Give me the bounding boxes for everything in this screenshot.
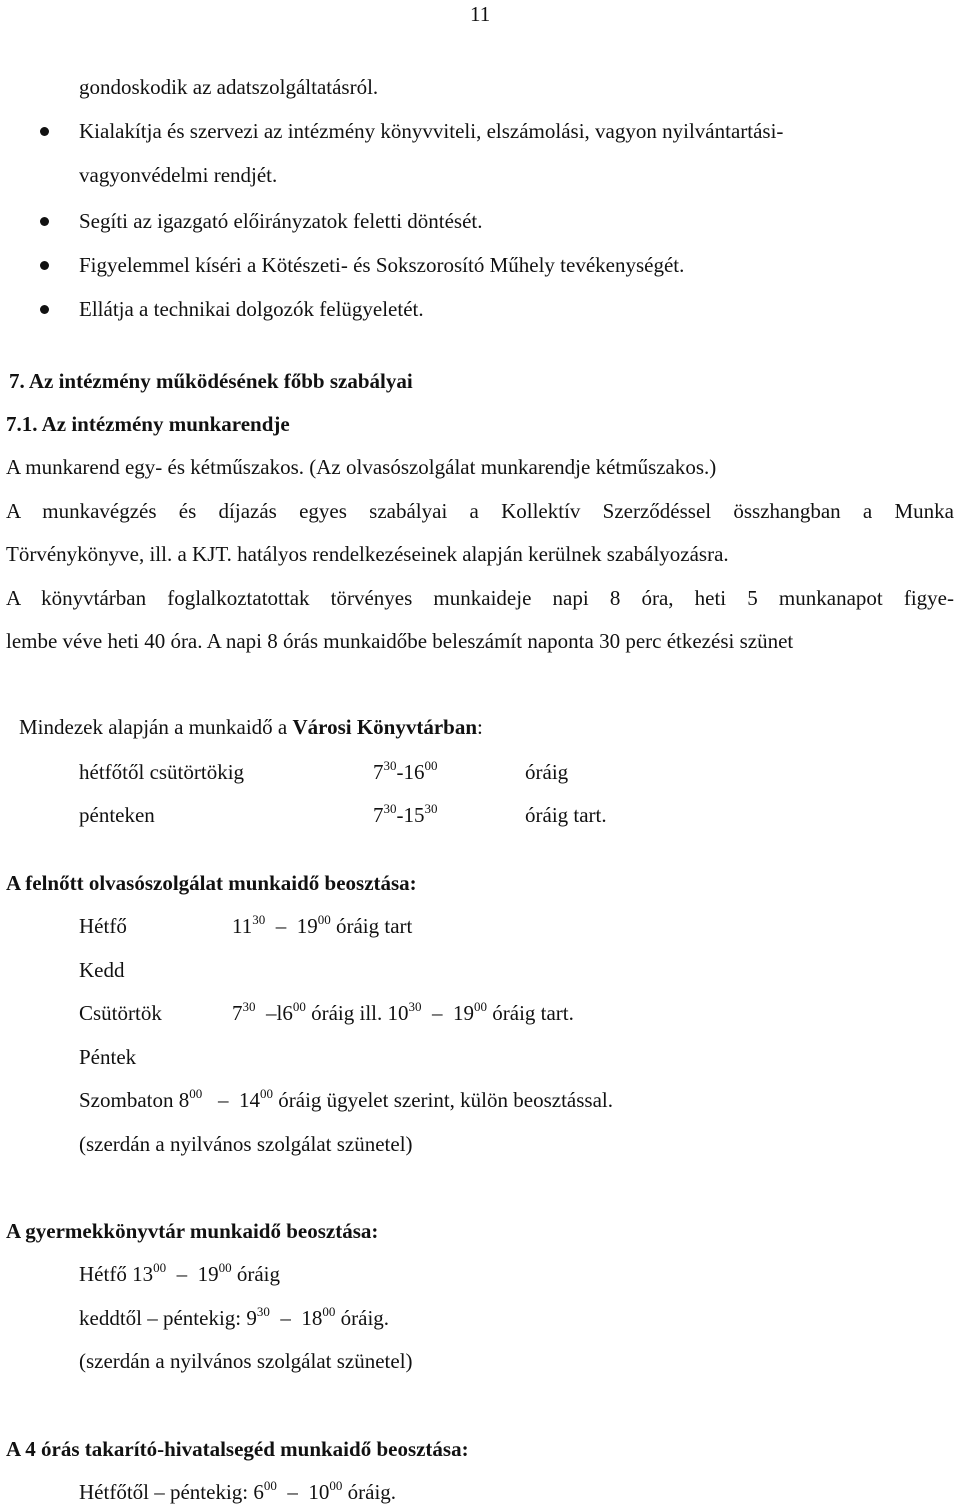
gyermek-note: (szerdán a nyilvános szolgálat szünetel) [79,1349,413,1373]
bullet-1-line2: vagyonvédelmi rendjét. [79,163,278,187]
schedule-row-label: hétfőtől csütörtökig [79,760,245,784]
page-number: 11 [470,2,491,26]
felnott-day: Hétfő [79,914,127,938]
mindezek-line [19,717,483,738]
bullet-3: Figyelemmel kíséri a Kötészeti- és Sokszorosító Műhely tevékenységét. [79,253,685,277]
bullet-dot [40,127,49,136]
gyermek-heading: A gyermekkönyvtár munkaidő beosztása: [6,1219,379,1243]
bullet-dot [40,305,49,314]
felnott-note: (szerdán a nyilvános szolgálat szünetel) [79,1132,413,1156]
felnott-day: Csütörtök [79,1001,162,1025]
paragraph-1: A munkarend egy- és kétműszakos. (Az olvasószolgálat munkarendje kétműszakos.) [6,455,717,479]
mindezek-prefix: Mindezek alapján a munkaidő a [19,715,293,739]
bullet-1-line1: Kialakítja és szervezi az intézmény könyvviteli, elszámolási, vagyon nyilvántartási- [79,119,784,143]
schedule-row-tail: óráig tart. [525,803,607,827]
schedule-row-time: $7^{30}-16^{00}$ [373,758,438,784]
felnott-heading: A felnőtt olvasószolgálat munkaidő beosztása: [6,871,417,895]
intro-line: gondoskodik az adatszolgáltatásról. [79,75,379,99]
bullet-4: Ellátja a technikai dolgozók felügyeletét. [79,297,424,321]
schedule-row-label: pénteken [79,803,155,827]
bullet-dot [40,217,49,226]
schedule-row-time: $7^{30}-15^{30}$ [373,801,438,827]
takarito-row-1: Hétfőtől – péntekig: $6^{00} - 10^{00}$ óráig. [79,1478,397,1504]
felnott-time: $7^{30}$ $-l6^{00}$ óráig ill. $10^{30} - 19^{00}$ óráig tart. [232,999,574,1025]
bullet-dot [40,261,49,270]
gyermek-row-2: keddtől – péntekig: $9^{30} - 18^{00}$ óráig. [79,1304,390,1330]
mindezek-bold: Városi Könyvtárban [292,715,478,739]
section-heading: 7. Az intézmény működésének főbb szabályai [9,369,413,393]
paragraph-3-line1: A könyvtárban foglalkoztatottak törvényes munkaideje napi 8 óra, heti 5 munkanapot figye- [6,586,954,610]
paragraph-3-line2: lembe véve heti 40 óra. A napi 8 órás munkaidőbe beleszámít naponta 30 perc étkezési szünet [6,629,794,653]
schedule-row-tail: óráig [525,760,569,784]
felnott-szombat: Szombaton $8^{00}$ – $14^{00}$ óráig ügyelet szerint, külön beosztással. [79,1086,613,1112]
mindezek-suffix: : [477,715,483,739]
paragraph-2-line1: A munkavégzés és díjazás egyes szabályai a Kollektív Szerződéssel összhangban a Munka [6,499,954,523]
bullet-2: Segíti az igazgató előirányzatok feletti döntését. [79,209,483,233]
subsection-heading: 7.1. Az intézmény munkarendje [6,412,290,436]
paragraph-2-line2: Törvénykönyve, ill. a KJT. hatályos rendelkezéseinek alapján kerülnek szabályozásra. [6,542,729,566]
felnott-day: Kedd [79,958,125,982]
felnott-time: $11^{30} - 19^{00}$ óráig tart [232,912,413,938]
gyermek-row-1: Hétfő $13^{00} - 19^{00}$ óráig [79,1260,280,1286]
takarito-heading: A 4 órás takarító-hivatalsegéd munkaidő beosztása: [6,1437,469,1461]
felnott-day: Péntek [79,1045,137,1069]
